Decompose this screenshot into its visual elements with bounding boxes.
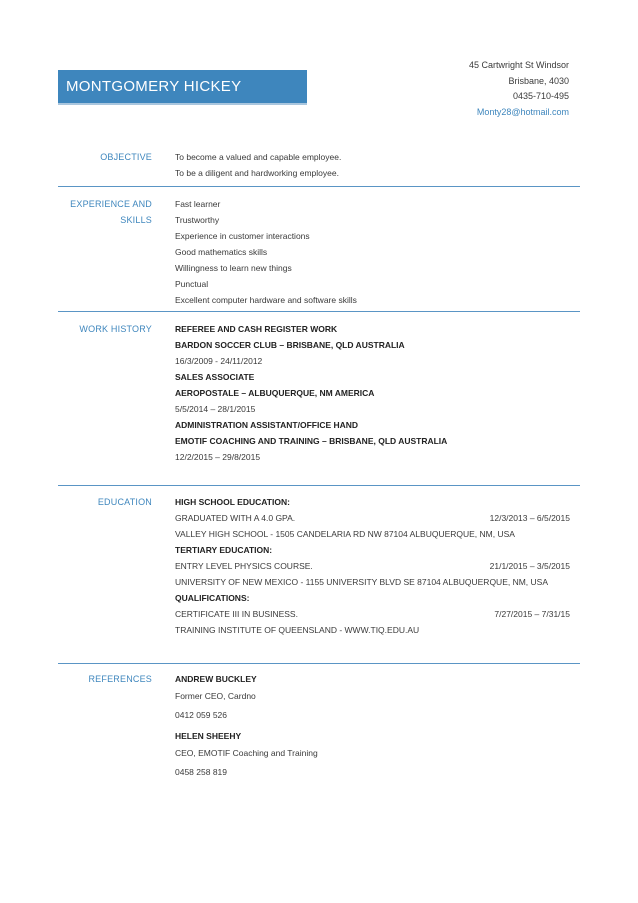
work-history-label: WORK HISTORY	[79, 324, 152, 334]
education-school: VALLEY HIGH SCHOOL - 1505 CANDELARIA RD NW 87104 ALBUQUERQUE, NM, USA	[175, 529, 515, 539]
skill-item: Willingness to learn new things	[175, 263, 292, 273]
education-school: TRAINING INSTITUTE OF QUEENSLAND - WWW.TIQ.EDU.AU	[175, 625, 420, 635]
reference-name: HELEN SHEEHY	[175, 731, 242, 741]
job-dates: 12/2/2015 – 29/8/2015	[175, 452, 261, 462]
reference-role: Former CEO, Cardno	[175, 691, 256, 701]
reference-phone: 0458 258 819	[175, 767, 227, 777]
contact-block	[469, 58, 569, 120]
job-title: ADMINISTRATION ASSISTANT/OFFICE HAND	[175, 420, 359, 430]
skill-item: Fast learner	[175, 199, 221, 209]
job-dates: 5/5/2014 – 28/1/2015	[175, 404, 256, 414]
job-entry	[175, 417, 570, 465]
address-line-2: Brisbane, 4030	[508, 75, 569, 86]
reference-entry	[175, 728, 570, 782]
objective-line: To be a diligent and hardworking employee.	[175, 168, 339, 178]
education-detail-row	[175, 558, 570, 574]
section-divider	[58, 663, 580, 664]
job-employer: EMOTIF COACHING AND TRAINING – BRISBANE, QLD AUSTRALIA	[175, 436, 448, 446]
skill-item: Punctual	[175, 279, 209, 289]
experience-label-line: SKILLS	[120, 215, 152, 225]
job-employer: AEROPOSTALE – ALBUQUERQUE, NM AMERICA	[175, 388, 375, 398]
phone-number: 0435-710-495	[512, 91, 569, 101]
education-heading: TERTIARY EDUCATION:	[175, 545, 273, 555]
education-detail: ENTRY LEVEL PHYSICS COURSE.	[175, 561, 313, 571]
job-entry	[175, 321, 570, 369]
references-label: REFERENCES	[88, 674, 152, 684]
education-dates: 21/1/2015 – 3/5/2015	[489, 561, 570, 571]
reference-role: CEO, EMOTIF Coaching and Training	[175, 748, 318, 758]
address-line-1: 45 Cartwright St Windsor	[468, 60, 569, 70]
education-detail: GRADUATED WITH A 4.0 GPA.	[175, 513, 296, 523]
skill-item: Experience in customer interactions	[175, 231, 310, 241]
skill-item: Excellent computer hardware and software skills	[175, 295, 357, 305]
reference-phone: 0412 059 526	[175, 710, 227, 720]
reference-name: ANDREW BUCKLEY	[175, 674, 257, 684]
experience-label	[58, 196, 152, 228]
education-heading: HIGH SCHOOL EDUCATION:	[175, 497, 290, 507]
reference-entry	[175, 671, 570, 725]
objective-label: OBJECTIVE	[100, 152, 152, 162]
section-divider	[58, 485, 580, 486]
education-label: EDUCATION	[97, 497, 152, 507]
education-detail-row	[175, 606, 570, 622]
education-school: UNIVERSITY OF NEW MEXICO - 1155 UNIVERSITY BLVD SE 87104 ALBUQUERQUE, NM, USA	[175, 577, 549, 587]
objective-body	[175, 149, 570, 181]
name-banner	[58, 70, 307, 105]
section-divider	[58, 186, 580, 187]
candidate-name: MONTGOMERY HICKEY	[66, 78, 242, 95]
job-entry	[175, 369, 570, 417]
job-title: SALES ASSOCIATE	[175, 372, 255, 382]
job-dates: 16/3/2009 - 24/11/2012	[175, 356, 263, 366]
education-detail: CERTIFICATE III IN BUSINESS.	[175, 609, 298, 619]
skills-list	[175, 196, 570, 308]
section-divider	[58, 311, 580, 312]
job-employer: BARDON SOCCER CLUB – BRISBANE, QLD AUSTRALIA	[175, 340, 405, 350]
skill-item: Trustworthy	[175, 215, 220, 225]
references-body	[175, 671, 570, 782]
education-heading: QUALIFICATIONS:	[175, 593, 250, 603]
education-body	[175, 494, 570, 638]
email-link[interactable]: Monty28@hotmail.com	[476, 106, 569, 117]
work-history-body	[175, 321, 570, 465]
job-title: REFEREE AND CASH REGISTER WORK	[175, 324, 338, 334]
education-dates: 7/27/2015 – 7/31/15	[494, 609, 570, 619]
education-detail-row	[175, 510, 570, 526]
objective-line: To become a valued and capable employee.	[175, 152, 342, 162]
skill-item: Good mathematics skills	[175, 247, 268, 257]
education-dates: 12/3/2013 – 6/5/2015	[489, 513, 570, 523]
experience-label-line: EXPERIENCE AND	[70, 199, 152, 209]
